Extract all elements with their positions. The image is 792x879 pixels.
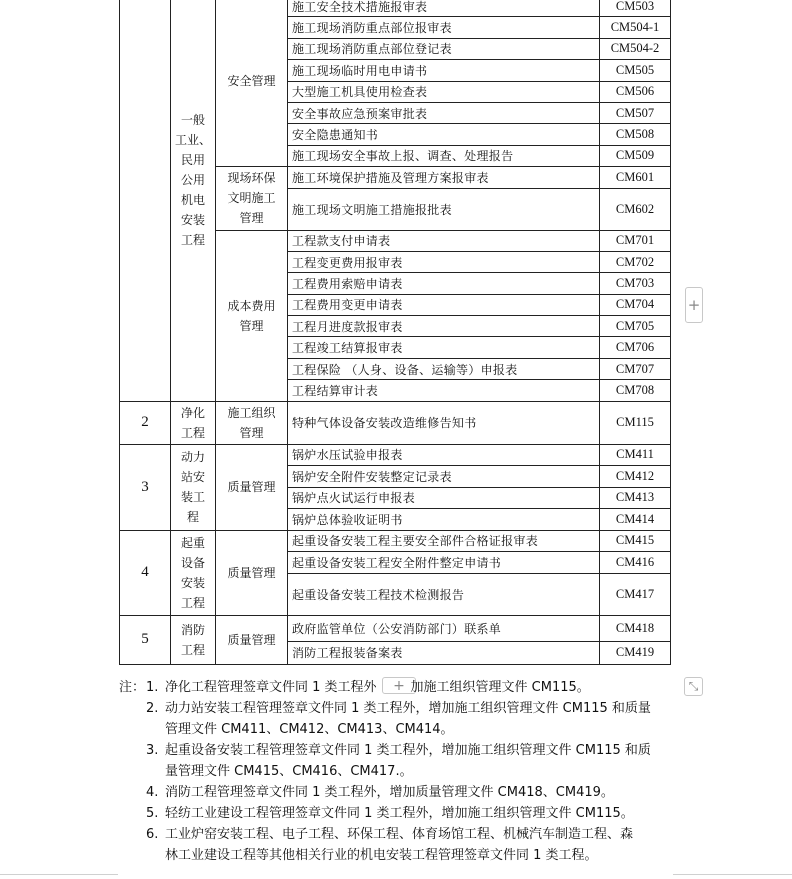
category-cell-text: 一般 [180,113,205,127]
section-cell-text: 管理 [239,425,264,440]
section-cell [216,615,288,664]
note-item-3 [119,761,689,782]
form-name-cell: 施工现场消防重点部位报审表 [288,17,600,38]
section-cell [216,230,288,401]
form-code-cell: CM413 [600,487,671,509]
category-cell-text: 起重 [180,535,205,550]
section-cell-text: 现场环保 [227,171,276,186]
form-name-cell: 工程保险 （人身、设备、运输等）申报表 [288,358,600,379]
category-cell-text: 站安 [180,470,205,485]
form-name-cell: 工程变更费用报审表 [288,251,600,272]
form-code-cell: CM504-1 [600,17,671,38]
form-name-cell: 起重设备安装工程技术检测报告 [288,573,600,615]
form-code-cell: CM115 [600,401,671,444]
form-code-cell: CM503 [600,0,671,17]
note-number: 1. [146,680,159,695]
category-cell-text: 民用 [180,153,205,167]
form-name-cell: 工程款支付申请表 [288,230,600,251]
form-name-cell: 消防工程报装备案表 [288,641,600,664]
form-code-cell: CM706 [600,337,671,358]
note-item-2 [119,719,689,740]
category-cell-text: 安装 [180,213,205,227]
form-code-cell: CM707 [600,358,671,379]
section-cell-text: 文明施工 [227,191,276,206]
category-cell-text: 工程 [180,233,205,247]
note-number: 3. [146,743,159,758]
form-code-cell: CM411 [600,444,671,466]
section-cell-text: 质量管理 [227,565,276,580]
form-name-cell: 工程竣工结算报审表 [288,337,600,358]
section-cell [216,0,288,167]
note-item-6 [119,845,689,866]
form-name-cell: 施工现场临时用电申请书 [288,60,600,81]
form-name-cell: 起重设备安装工程主要安全部件合格证报审表 [288,530,600,552]
category-cell [171,615,216,664]
form-code-cell: CM509 [600,145,671,166]
note-text: 动力站安装工程管理签章文件同 1 类工程外，增加施工组织管理文件 CM115 和质量 [165,701,651,716]
row-number-cell: 4 [120,530,171,615]
page-bottom-rule [0,874,118,875]
category-cell-text: 设备 [180,555,205,570]
note-text: 管理文件 CM411、CM412、CM413、CM414。 [165,722,454,737]
form-code-cell: CM708 [600,380,671,401]
note-item-3 [119,740,689,761]
form-name-cell: 锅炉安全附件安装整定记录表 [288,466,600,488]
form-code-cell: CM504-2 [600,38,671,59]
category-cell-text: 动力 [180,450,205,465]
section-cell-text: 成本费用 [227,298,276,313]
add-row-button[interactable] [685,287,703,323]
note-text: 量管理文件 CM415、CM416、CM417.。 [165,764,413,779]
row-number-cell [120,0,171,401]
form-code-cell: CM701 [600,230,671,251]
form-name-cell: 安全事故应急预案审批表 [288,102,600,123]
form-code-cell: CM705 [600,316,671,337]
section-cell [216,530,288,615]
form-name-cell: 起重设备安装工程安全附件整定申请书 [288,552,600,574]
section-cell-text: 管理 [239,318,264,333]
table-row [120,444,671,466]
form-name-cell: 工程月进度款报审表 [288,316,600,337]
category-cell [171,0,216,401]
row-number-cell: 2 [120,401,171,444]
section-cell [216,167,288,230]
category-cell-text: 工程 [180,642,205,657]
note-item-4 [119,782,689,803]
note-text: 林工业建设工程等其他相关行业的机电安装工程管理签章文件同 1 类工程。 [165,848,598,863]
note-number: 4. [146,785,159,800]
note-text: 净化工程管理签章文件同 1 类工程外 [165,680,377,695]
form-name-cell: 施工现场消防重点部位登记表 [288,38,600,59]
form-name-cell: 工程费用索赔申请表 [288,273,600,294]
form-code-cell: CM414 [600,509,671,531]
category-cell-text: 机电 [180,193,205,207]
note-item-1 [119,677,689,698]
note-text: 轻纺工业建设工程管理签章文件同 1 类工程外，增加施工组织管理文件 CM115。 [165,806,634,821]
section-cell-text: 质量管理 [227,632,276,647]
row-number-cell: 5 [120,615,171,664]
form-code-cell: CM702 [600,251,671,272]
form-code-cell: CM506 [600,81,671,102]
category-cell-text: 净化 [180,405,205,420]
section-cell [216,444,288,530]
note-number: 2. [146,701,159,716]
section-cell [216,401,288,444]
form-name-cell: 特种气体设备安装改造维修告知书 [288,401,600,444]
form-code-cell: CM508 [600,124,671,145]
form-name-cell: 施工现场安全事故上报、调查、处理报告 [288,145,600,166]
section-cell-text: 施工组织 [227,405,276,420]
category-cell-text: 安装 [180,575,205,590]
notes-label: 注： [119,680,146,695]
note-item-5 [119,803,689,824]
form-name-cell: 锅炉点火试运行申报表 [288,487,600,509]
form-name-cell: 施工现场文明施工措施报批表 [288,188,600,230]
table-row [120,530,671,552]
form-code-cell: CM703 [600,273,671,294]
form-code-cell: CM704 [600,294,671,315]
section-cell-text: 管理 [239,211,264,226]
section-cell-text: 安全管理 [227,74,276,89]
category-cell-text: 程 [186,510,199,525]
category-cell [171,444,216,530]
category-cell-text: 公用 [180,173,205,187]
notes-section [119,677,689,866]
note-number: 5. [146,806,159,821]
resize-icon: ⤡ [688,679,699,693]
plus-icon: + [687,296,701,314]
form-code-cell: CM417 [600,573,671,615]
form-name-cell: 锅炉水压试验申报表 [288,444,600,466]
form-code-cell: CM419 [600,641,671,664]
note-text: 起重设备安装工程管理签章文件同 1 类工程外，增加施工组织管理文件 CM115 和质 [165,743,651,758]
form-name-cell: 安全隐患通知书 [288,124,600,145]
category-cell-text: 消防 [180,622,205,637]
note-item-6 [119,824,689,845]
form-code-cell: CM418 [600,615,671,641]
table-row [120,401,671,444]
form-code-cell: CM507 [600,102,671,123]
table-row [120,0,671,17]
form-code-cell: CM601 [600,167,671,188]
form-name-cell: 政府监管单位（公安消防部门）联系单 [288,615,600,641]
category-cell-text: 装工 [180,490,205,505]
form-code-cell: CM416 [600,552,671,574]
plus-icon: + [393,677,405,694]
form-name-cell: 施工环境保护措施及管理方案报审表 [288,167,600,188]
category-cell-text: 工程 [180,595,205,610]
category-cell [171,530,216,615]
form-name-cell: 大型施工机具使用检查表 [288,81,600,102]
form-name-cell: 工程费用变更申请表 [288,294,600,315]
note-text: 工业炉窑安装工程、电子工程、环保工程、体育场馆工程、机械汽车制造工程、森 [165,827,634,842]
category-cell [171,401,216,444]
form-code-cell: CM505 [600,60,671,81]
note-item-2 [119,698,689,719]
section-cell-text: 质量管理 [227,480,276,495]
note-number: 6. [146,827,159,842]
form-code-cell: CM415 [600,530,671,552]
row-number-cell: 3 [120,444,171,530]
category-cell-text: 工业、 [175,133,212,147]
category-cell-text: 工程 [180,425,205,440]
form-name-cell: 工程结算审计表 [288,380,600,401]
form-name-cell: 锅炉总体验收证明书 [288,509,600,531]
note-text: 消防工程管理签章文件同 1 类工程外，增加质量管理文件 CM418、CM419。 [165,785,614,800]
form-code-cell: CM602 [600,188,671,230]
document-table [119,0,671,665]
form-name-cell: 施工安全技术措施报审表 [288,0,600,17]
form-code-cell: CM412 [600,466,671,488]
note-text: 加施工组织管理文件 CM115。 [410,680,590,695]
table-row [120,615,671,641]
page-bottom-rule [673,874,792,875]
